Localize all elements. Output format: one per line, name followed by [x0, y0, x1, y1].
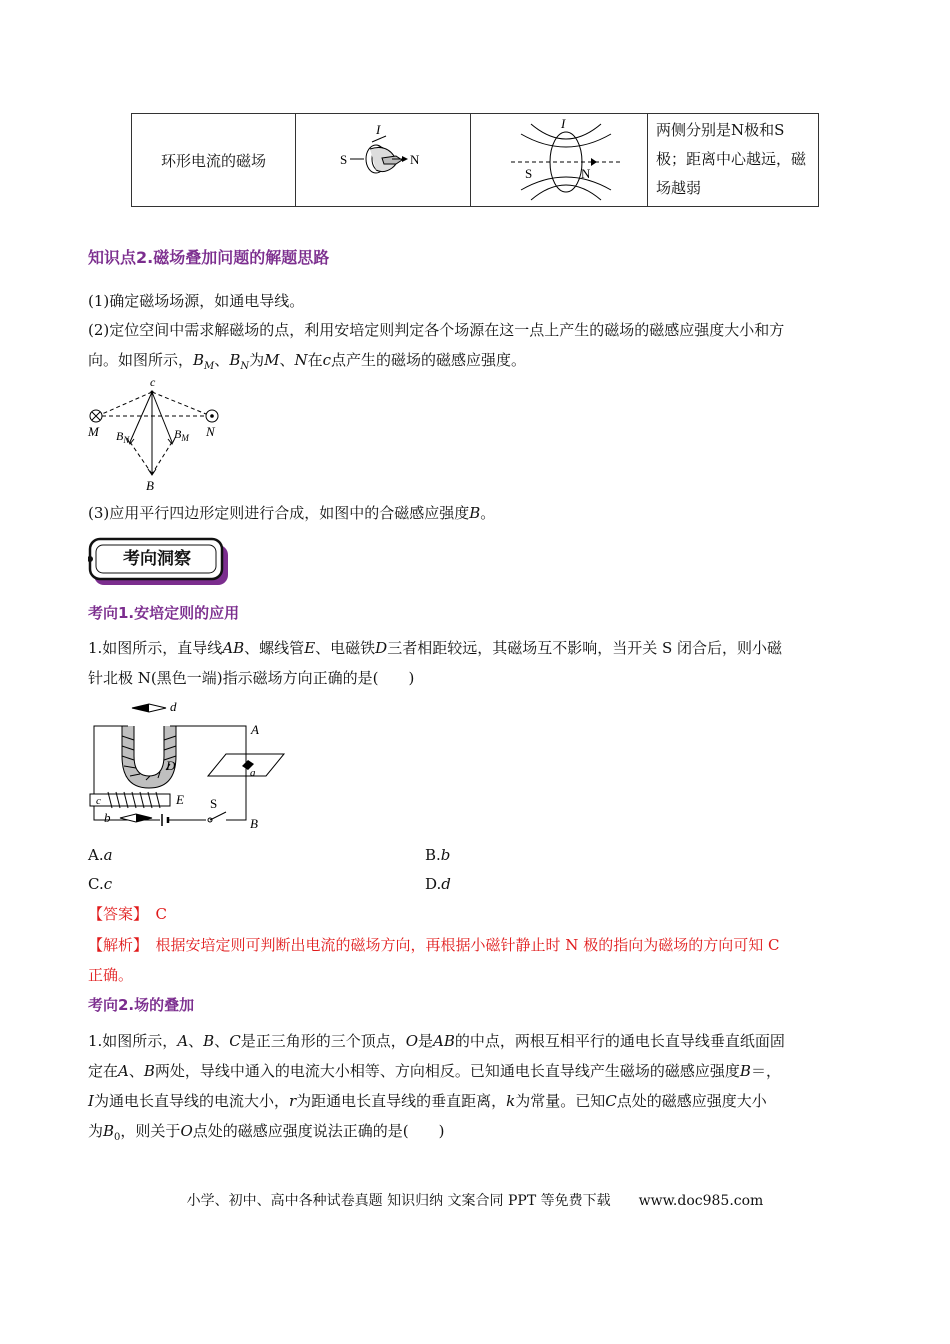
fig1-s-label: S: [340, 152, 348, 167]
badge-label: 考向洞察: [123, 549, 191, 569]
topic2-line1: 1.如图所示，A、B、C是正三角形的三个顶点，O是AB的中点，两根互相平行的通电长直导线垂直纸面固: [88, 1032, 785, 1050]
fig1-current-label: I: [376, 122, 381, 137]
fig-bn-label: B: [116, 429, 124, 443]
topic2-line4: 为$B_0$，则关于O点处的磁感应强度说法正确的是( ): [88, 1122, 445, 1143]
fig1-n-label: N: [410, 152, 420, 167]
answer-label: 【答案】: [88, 905, 141, 923]
option-a[interactable]: A.a: [88, 846, 113, 864]
analysis-text: 根据安培定则可判断出电流的磁场方向，再根据小磁针静止时 N 极的指向为磁场的方向可知 C: [155, 936, 780, 954]
svg-text:BM: [174, 427, 189, 443]
fig-bm-sub: M: [181, 433, 189, 443]
analysis-line1: [88, 930, 863, 960]
option-b[interactable]: B.b: [425, 846, 451, 864]
solenoid-label: E: [176, 792, 184, 807]
switch-label: S: [210, 796, 218, 811]
loop-field-lines-figure: [471, 114, 647, 202]
topic1-question-line1: 1.如图所示，直导线AB、螺线管E、电磁铁D三者相距较远，其磁场互不影响，当开关 S 闭合后，则小磁: [88, 639, 783, 657]
row-label: 环形电流的磁场: [132, 114, 296, 207]
field-superposition-figure: [86, 376, 226, 494]
section2-step1: (1)确定磁场场源，如通电导线。: [88, 292, 305, 310]
wire-a-label: A: [251, 722, 259, 737]
circuit-figure: [86, 696, 316, 834]
option-c[interactable]: C.c: [88, 875, 113, 893]
analysis-line2: 正确。: [88, 966, 134, 984]
needle-b-label: b: [104, 810, 111, 825]
page-footer: [0, 1190, 950, 1210]
magnetic-field-table: [131, 113, 819, 207]
fig-bn-sub: N: [123, 435, 130, 445]
option-d[interactable]: D.d: [425, 875, 451, 893]
section2-step2-line1: (2)定位空间中需求解磁场的点，利用安培定则判定各个场源在这一点上产生的磁场的磁感应强度大小和方: [88, 321, 785, 339]
footer-text: 小学、初中、高中各种试卷真题 知识归纳 文案合同 PPT 等免费下载: [186, 1193, 611, 1209]
topic2-line2: 定在A、B两处，导线中通入的电流大小相等、方向相反。已知通电长直导线产生磁场的磁感应强度B＝，: [88, 1062, 781, 1080]
row-description: 两侧分别是N极和S极；距离中心越远，磁场越弱: [648, 114, 819, 207]
loop-current-hand-figure: [296, 114, 470, 202]
analysis-label: 【解析】: [88, 936, 141, 954]
electromagnet-label: D: [166, 758, 176, 773]
section2-step2-line2: 向。如图所示，$B_M$、$B_N$为M、N在c点产生的磁场的磁感应强度。: [88, 351, 527, 372]
topic-insight-badge: [88, 537, 230, 587]
fig-m-label: M: [88, 424, 99, 439]
needle-c-label: c: [96, 795, 101, 807]
section2-title: 知识点2.磁场叠加问题的解题思路: [88, 248, 330, 267]
fig-b-label: B: [146, 478, 154, 493]
fig2-current-label: I: [561, 116, 566, 131]
fig-bm-label: B: [174, 427, 182, 441]
answer-value: C: [155, 905, 168, 923]
section2-step3: (3)应用平行四边形定则进行合成，如图中的合磁感应强度B。: [88, 504, 496, 522]
wire-b-label: B: [250, 816, 258, 831]
svg-text:BN: [116, 429, 130, 445]
fig-n-label: N: [206, 424, 215, 439]
table-row: [132, 114, 819, 207]
answer-line: [88, 899, 863, 929]
fig-c-label: c: [150, 376, 156, 389]
fig2-n-label: N: [581, 166, 591, 181]
loop-field-lines-figure-cell: [471, 114, 648, 207]
needle-d-label: d: [170, 699, 177, 714]
topic1-question-line2: 针北极 N(黑色一端)指示磁场方向正确的是( ): [88, 669, 415, 687]
topic1-title: 考向1.安培定则的应用: [88, 604, 240, 622]
topic2-title: 考向2.场的叠加: [88, 996, 195, 1014]
footer-url[interactable]: www.doc985.com: [638, 1193, 764, 1209]
needle-a-label: a: [250, 767, 256, 779]
fig2-s-label: S: [525, 166, 533, 181]
loop-current-figure-cell: [296, 114, 471, 207]
topic2-line3: I为通电长直导线的电流大小，r为距通电长直导线的垂直距离，k为常量。已知C点处的磁感应强度大小: [88, 1092, 767, 1110]
